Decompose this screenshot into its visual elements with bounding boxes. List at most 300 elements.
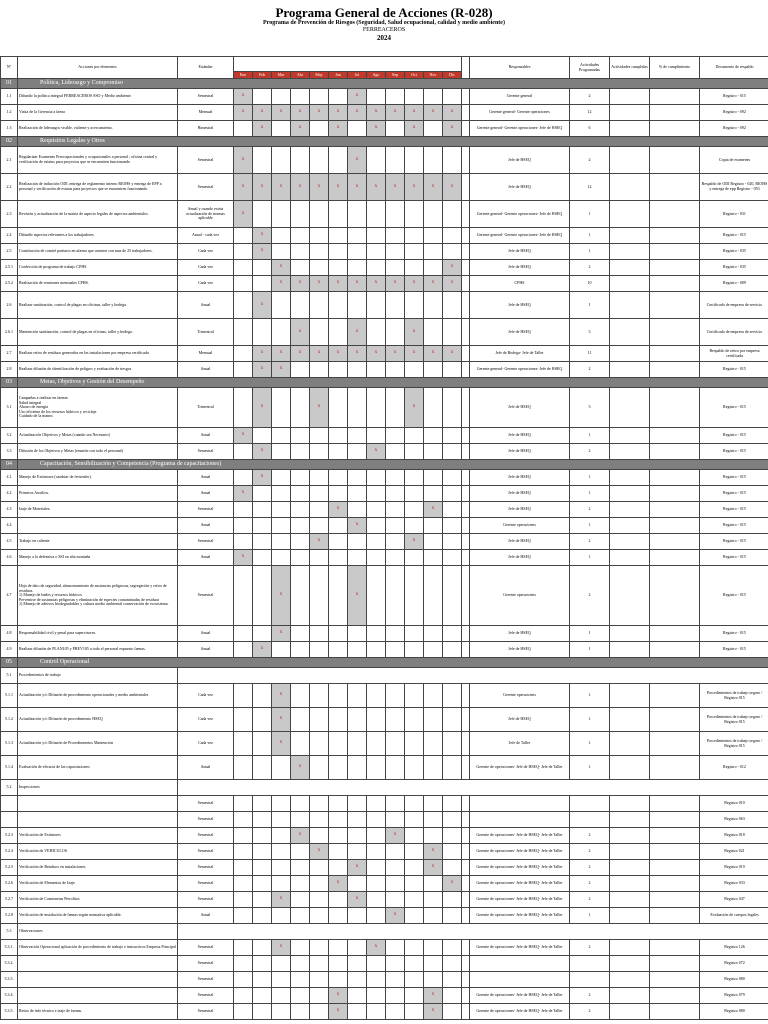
action-description: Realizar sanitización, control de plagas en oficinas, taller y bodega. xyxy=(18,292,178,319)
month-cell xyxy=(310,972,329,988)
month-cell xyxy=(443,228,462,244)
document-cell: Procedimientos de trabajo seguro / Registro 015 xyxy=(700,708,768,732)
month-cell xyxy=(291,796,310,812)
month-cell xyxy=(367,534,386,550)
standard-frequency: Anual xyxy=(178,428,234,444)
completed-count xyxy=(610,812,650,828)
percent-cell xyxy=(650,796,700,812)
month-cell xyxy=(310,860,329,876)
action-description: Difundir la política integral FERREACEROS SSO y Medio ambiente. xyxy=(18,89,178,105)
month-cell xyxy=(367,362,386,378)
month-cell-planned: x xyxy=(443,260,462,276)
month-cell xyxy=(272,319,291,346)
month-cell xyxy=(405,444,424,460)
percent-cell xyxy=(650,244,700,260)
row-number: 2.4 xyxy=(1,228,18,244)
month-cell-planned: x xyxy=(329,988,348,1004)
month-cell xyxy=(291,260,310,276)
month-cell xyxy=(291,708,310,732)
month-cell xyxy=(386,201,405,228)
percent-cell xyxy=(650,428,700,444)
month-cell xyxy=(253,908,272,924)
programmed-count: 2 xyxy=(570,502,610,518)
action-description: Realización de inducción ODI ,entrega de reglamento interno RIOHS y entrega de EPP a personal y verificación de estatus para proyectos que se encuentren funcionando xyxy=(18,174,178,201)
programmed-count: 2 xyxy=(570,260,610,276)
table-row xyxy=(1,362,768,378)
month-cell xyxy=(272,388,291,428)
month-cell xyxy=(272,828,291,844)
month-cell-planned: x xyxy=(234,428,253,444)
month-cell xyxy=(443,796,462,812)
completed-count xyxy=(610,444,650,460)
month-cell xyxy=(291,534,310,550)
standard-frequency: Semestral xyxy=(178,1004,234,1020)
month-cell xyxy=(424,319,443,346)
month-cell xyxy=(234,292,253,319)
month-cell-planned: x xyxy=(348,566,367,626)
month-cell xyxy=(291,388,310,428)
responsible-cell: Gerente de operaciones- Jefe de HSEQ- Jefe de Taller xyxy=(470,892,570,908)
month-cell xyxy=(367,956,386,972)
action-description: Actualización y/o Difusión de procedimiento HSEQ xyxy=(18,708,178,732)
month-cell xyxy=(443,972,462,988)
month-cell xyxy=(443,292,462,319)
percent-cell xyxy=(650,828,700,844)
month-cell xyxy=(291,428,310,444)
month-cell xyxy=(234,346,253,362)
month-cell-planned: x xyxy=(272,362,291,378)
month-cell xyxy=(405,642,424,658)
standard-frequency: Semestral xyxy=(178,972,234,988)
month-cell xyxy=(367,147,386,174)
standard-frequency: Mensual xyxy=(178,346,234,362)
month-cell xyxy=(234,276,253,292)
month-cell xyxy=(272,502,291,518)
month-cell xyxy=(272,121,291,137)
month-cell xyxy=(367,89,386,105)
month-cell xyxy=(367,260,386,276)
month-cell xyxy=(310,89,329,105)
document-cell: Respaldo de ODI Registro - 020, RIOHS y entrega de epp Registro - 053 xyxy=(700,174,768,201)
spacer-cell xyxy=(462,756,470,780)
month-cell xyxy=(272,201,291,228)
standard-frequency: Anual xyxy=(178,470,234,486)
month-cell xyxy=(424,956,443,972)
table-row xyxy=(1,844,768,860)
programmed-count: 1 xyxy=(570,626,610,642)
month-cell xyxy=(367,319,386,346)
month-cell xyxy=(234,988,253,1004)
month-cell xyxy=(367,470,386,486)
document-cell: Registro - 015 xyxy=(700,89,768,105)
month-header: Abr xyxy=(291,72,310,79)
month-cell xyxy=(253,940,272,956)
month-cell-planned: x xyxy=(348,105,367,121)
month-cell xyxy=(405,684,424,708)
document-subtitle: Programa de Prevención de Riesgos (Seguridad, Salud ocupacional, calidad y medio ambiente) xyxy=(263,20,505,26)
month-cell xyxy=(253,828,272,844)
month-cell xyxy=(253,876,272,892)
row-number: 4.9 xyxy=(1,642,18,658)
document-cell: Registro - 015 xyxy=(700,362,768,378)
month-cell xyxy=(386,486,405,502)
row-number: 3.3 xyxy=(1,444,18,460)
responsible-cell: Jefe de HSEQ xyxy=(470,470,570,486)
action-description: Hoja de dato de seguridad, almacenamiento de sustancias peligrosas, segregación y retiro de residuos. 1) Manejo de baños y recursos hídricos Prevenirse de sustancias peligrosas y eliminación de especies contaminadas de residuos 1) Manejo de aditivos biodegradables y cultura medio ambiental conservación de ecosistema. xyxy=(18,566,178,626)
percent-cell xyxy=(650,566,700,626)
month-cell xyxy=(405,988,424,1004)
table-row xyxy=(1,972,768,988)
month-header: Ene xyxy=(234,72,253,79)
month-cell xyxy=(291,860,310,876)
month-cell xyxy=(234,244,253,260)
month-cell xyxy=(367,428,386,444)
month-cell xyxy=(329,201,348,228)
programmed-count: 1 xyxy=(570,684,610,708)
month-cell xyxy=(367,228,386,244)
table-row xyxy=(1,260,768,276)
document-cell: Registro 072 xyxy=(700,956,768,972)
section-header-row xyxy=(1,658,768,668)
month-cell xyxy=(367,860,386,876)
standard-frequency: Semestral xyxy=(178,534,234,550)
month-cell-planned: x xyxy=(386,174,405,201)
month-cell xyxy=(386,812,405,828)
month-cell xyxy=(329,828,348,844)
spacer-cell xyxy=(462,972,470,988)
percent-cell xyxy=(650,908,700,924)
month-cell xyxy=(329,956,348,972)
programmed-count: 1 xyxy=(570,470,610,486)
month-cell xyxy=(272,844,291,860)
action-description: Inspecciones xyxy=(18,780,178,796)
month-cell xyxy=(234,228,253,244)
document-cell: Registro 018 xyxy=(700,828,768,844)
completed-count xyxy=(610,518,650,534)
month-cell-planned: x xyxy=(253,105,272,121)
completed-count xyxy=(610,796,650,812)
completed-count xyxy=(610,121,650,137)
month-cell xyxy=(272,812,291,828)
action-description: Visita de la Gerencia a faena xyxy=(18,105,178,121)
document-cell: Respaldo de retiro por empresa certificada xyxy=(700,346,768,362)
month-cell-planned: x xyxy=(253,174,272,201)
row-number: 2.6.1 xyxy=(1,319,18,346)
month-cell xyxy=(386,502,405,518)
month-cell xyxy=(310,566,329,626)
month-cell xyxy=(310,940,329,956)
spacer-cell xyxy=(462,470,470,486)
responsible-cell: Gerente general- Gerente operaciones- Jefe de HSEQ xyxy=(470,362,570,378)
action-description: Actualización y/o Difusión de procedimiento operacionales y medio ambientales xyxy=(18,684,178,708)
month-cell xyxy=(405,860,424,876)
month-cell xyxy=(386,428,405,444)
month-cell xyxy=(234,860,253,876)
percent-cell xyxy=(650,444,700,460)
month-cell xyxy=(367,908,386,924)
programmed-count: 2 xyxy=(570,89,610,105)
month-cell xyxy=(348,428,367,444)
month-cell xyxy=(405,201,424,228)
month-cell xyxy=(367,988,386,1004)
month-cell-planned: x xyxy=(405,276,424,292)
document-cell: Certificado de empresa de servicio xyxy=(700,319,768,346)
month-cell xyxy=(386,244,405,260)
spacer-cell xyxy=(462,844,470,860)
month-cell xyxy=(405,892,424,908)
month-cell xyxy=(424,708,443,732)
percent-cell xyxy=(650,708,700,732)
month-cell-planned: x xyxy=(424,860,443,876)
standard-frequency: Semestral xyxy=(178,174,234,201)
month-cell xyxy=(291,626,310,642)
row-number: 5.2 xyxy=(1,780,18,796)
month-cell xyxy=(443,956,462,972)
row-number: 4.3 xyxy=(1,502,18,518)
month-cell xyxy=(424,518,443,534)
month-cell xyxy=(424,534,443,550)
month-cell xyxy=(367,642,386,658)
month-header: Mar xyxy=(272,72,291,79)
month-cell xyxy=(310,1004,329,1020)
document-cell: Procedimientos de trabajo seguro / Registro 015 xyxy=(700,684,768,708)
completed-count xyxy=(610,228,650,244)
table-row xyxy=(1,518,768,534)
spacer-cell xyxy=(462,566,470,626)
standard-frequency: Bimestral xyxy=(178,121,234,137)
table-row xyxy=(1,642,768,658)
table-row xyxy=(1,684,768,708)
completed-count xyxy=(610,346,650,362)
row-number: 5.3.3. xyxy=(1,972,18,988)
month-cell xyxy=(443,486,462,502)
document-cell: Registro - 015 xyxy=(700,428,768,444)
standard-frequency: Anual xyxy=(178,626,234,642)
month-cell xyxy=(348,956,367,972)
standard-frequency: Cada vez xyxy=(178,684,234,708)
month-cell xyxy=(272,444,291,460)
month-cell xyxy=(348,444,367,460)
table-row xyxy=(1,105,768,121)
month-cell xyxy=(405,550,424,566)
month-cell xyxy=(443,147,462,174)
month-cell xyxy=(234,876,253,892)
month-cell xyxy=(424,940,443,956)
row-number: 5.1 xyxy=(1,668,18,684)
spacer-cell xyxy=(462,1004,470,1020)
month-cell xyxy=(310,486,329,502)
month-cell xyxy=(386,388,405,428)
month-cell xyxy=(272,244,291,260)
table-row xyxy=(1,346,768,362)
month-cell xyxy=(367,550,386,566)
month-cell xyxy=(367,732,386,756)
month-cell-planned: x xyxy=(348,892,367,908)
spacer-cell xyxy=(462,346,470,362)
month-cell-planned: x xyxy=(367,444,386,460)
document-cell: Registro - 015 xyxy=(700,534,768,550)
percent-cell xyxy=(650,756,700,780)
month-cell xyxy=(405,876,424,892)
row-number: 4.1 xyxy=(1,470,18,486)
month-cell xyxy=(272,550,291,566)
table-row xyxy=(1,550,768,566)
month-cell-planned: x xyxy=(443,876,462,892)
month-cell xyxy=(272,972,291,988)
month-cell-planned: x xyxy=(234,174,253,201)
row-blank-cells xyxy=(178,780,768,796)
standard-frequency: Semestral xyxy=(178,940,234,956)
month-cell-planned: x xyxy=(405,121,424,137)
action-description: Verificación de instalación de faenas según normativa aplicable. xyxy=(18,908,178,924)
month-cell xyxy=(367,972,386,988)
section-header-row xyxy=(1,79,768,89)
month-cell xyxy=(272,89,291,105)
month-cell xyxy=(386,708,405,732)
month-cell xyxy=(424,244,443,260)
month-cell xyxy=(348,796,367,812)
month-cell xyxy=(310,502,329,518)
company-name: FERREACEROS xyxy=(362,27,406,33)
section-number: 03 xyxy=(1,378,18,388)
month-cell-planned: x xyxy=(443,174,462,201)
month-cell-planned: x xyxy=(329,105,348,121)
row-number: 2.5 xyxy=(1,244,18,260)
month-cell xyxy=(405,502,424,518)
month-cell xyxy=(386,1004,405,1020)
document-cell: Registro - 015 xyxy=(700,642,768,658)
document-cell: Registro - 015 xyxy=(700,388,768,428)
percent-cell xyxy=(650,642,700,658)
action-description: Verificación de Residuos en instalaciones xyxy=(18,860,178,876)
month-cell xyxy=(386,89,405,105)
standard-frequency: Semestral xyxy=(178,844,234,860)
action-description: Regularizar Examenes Preocupacionales y ocupacionales a personal ; oficina central y verificación de estatus para proyectos que se encuentren funcionando xyxy=(18,147,178,174)
month-cell-planned: x xyxy=(253,346,272,362)
month-cell xyxy=(310,319,329,346)
completed-count xyxy=(610,708,650,732)
document-cell: Registro - 035 xyxy=(700,260,768,276)
month-cell xyxy=(291,518,310,534)
spacer-cell xyxy=(462,828,470,844)
month-cell xyxy=(405,972,424,988)
standard-frequency: Semestral xyxy=(178,502,234,518)
standard-frequency: Anual xyxy=(178,642,234,658)
month-header: Ago xyxy=(367,72,386,79)
month-cell xyxy=(310,812,329,828)
month-cell-planned: x xyxy=(272,732,291,756)
month-cell-planned: x xyxy=(329,276,348,292)
completed-count xyxy=(610,956,650,972)
month-cell-planned: x xyxy=(405,105,424,121)
month-cell xyxy=(253,844,272,860)
month-cell xyxy=(310,756,329,780)
percent-cell xyxy=(650,844,700,860)
month-cell xyxy=(291,228,310,244)
month-cell-planned: x xyxy=(291,346,310,362)
month-cell xyxy=(367,708,386,732)
standard-frequency: Anual - cada vez xyxy=(178,228,234,244)
percent-cell xyxy=(650,860,700,876)
document-cell: Registro 080 xyxy=(700,972,768,988)
month-cell-planned: x xyxy=(310,276,329,292)
action-description: Realización de reuniones mensuales CPHS. xyxy=(18,276,178,292)
standard-frequency: Semestral xyxy=(178,876,234,892)
month-cell xyxy=(272,956,291,972)
month-cell xyxy=(253,1004,272,1020)
document-cell: Registro 063 xyxy=(700,812,768,828)
row-number: 4.5 xyxy=(1,534,18,550)
action-description: Observación Operacional aplicación de procedimiento de trabajo e instructivos Empresa Principal xyxy=(18,940,178,956)
completed-count xyxy=(610,428,650,444)
month-cell xyxy=(329,860,348,876)
month-cell-planned: x xyxy=(424,346,443,362)
month-cell-planned: x xyxy=(234,486,253,502)
month-cell-planned: x xyxy=(272,346,291,362)
spacer-cell xyxy=(462,276,470,292)
month-cell xyxy=(234,732,253,756)
month-cell xyxy=(253,732,272,756)
document-title: Programa General de Acciones (R-028) xyxy=(275,5,493,20)
month-cell xyxy=(367,844,386,860)
month-cell xyxy=(329,428,348,444)
month-cell xyxy=(424,812,443,828)
row-number: 3.1 xyxy=(1,388,18,428)
month-cell xyxy=(329,626,348,642)
month-cell-planned: x xyxy=(291,828,310,844)
month-cell-planned: x xyxy=(405,174,424,201)
standard-frequency: Semestral xyxy=(178,828,234,844)
responsible-cell: Jefe de HSEQ xyxy=(470,174,570,201)
month-cell xyxy=(234,812,253,828)
month-cell-planned: x xyxy=(443,105,462,121)
percent-cell xyxy=(650,956,700,972)
responsible-cell: Gerente de operaciones- Jefe de HSEQ- Jefe de Taller xyxy=(470,756,570,780)
completed-count xyxy=(610,566,650,626)
month-cell xyxy=(386,362,405,378)
responsible-cell: Jefe de HSEQ xyxy=(470,260,570,276)
spacer-cell xyxy=(462,388,470,428)
month-cell xyxy=(253,812,272,828)
row-number: 5.1.3 xyxy=(1,732,18,756)
month-cell xyxy=(443,201,462,228)
spacer-cell xyxy=(462,292,470,319)
month-cell xyxy=(234,708,253,732)
month-cell-planned: x xyxy=(253,388,272,428)
programmed-count: 2 xyxy=(570,876,610,892)
programmed-count: 2 xyxy=(570,534,610,550)
month-cell xyxy=(329,844,348,860)
document-cell: Registro - 012 xyxy=(700,756,768,780)
month-cell xyxy=(329,362,348,378)
row-number: 2.3 xyxy=(1,201,18,228)
responsible-cell: Jefe de Bodega- Jefe de Taller xyxy=(470,346,570,362)
month-cell xyxy=(348,940,367,956)
spacer-cell xyxy=(462,502,470,518)
month-cell xyxy=(310,796,329,812)
month-cell xyxy=(424,684,443,708)
month-cell xyxy=(348,388,367,428)
month-cell-planned: x xyxy=(291,276,310,292)
month-cell xyxy=(367,518,386,534)
standard-frequency: Semestral xyxy=(178,566,234,626)
month-cell xyxy=(443,518,462,534)
month-cell xyxy=(443,319,462,346)
completed-count xyxy=(610,988,650,1004)
responsible-cell: Gerente operaciones xyxy=(470,684,570,708)
month-cell-planned: x xyxy=(348,860,367,876)
month-cell xyxy=(405,362,424,378)
